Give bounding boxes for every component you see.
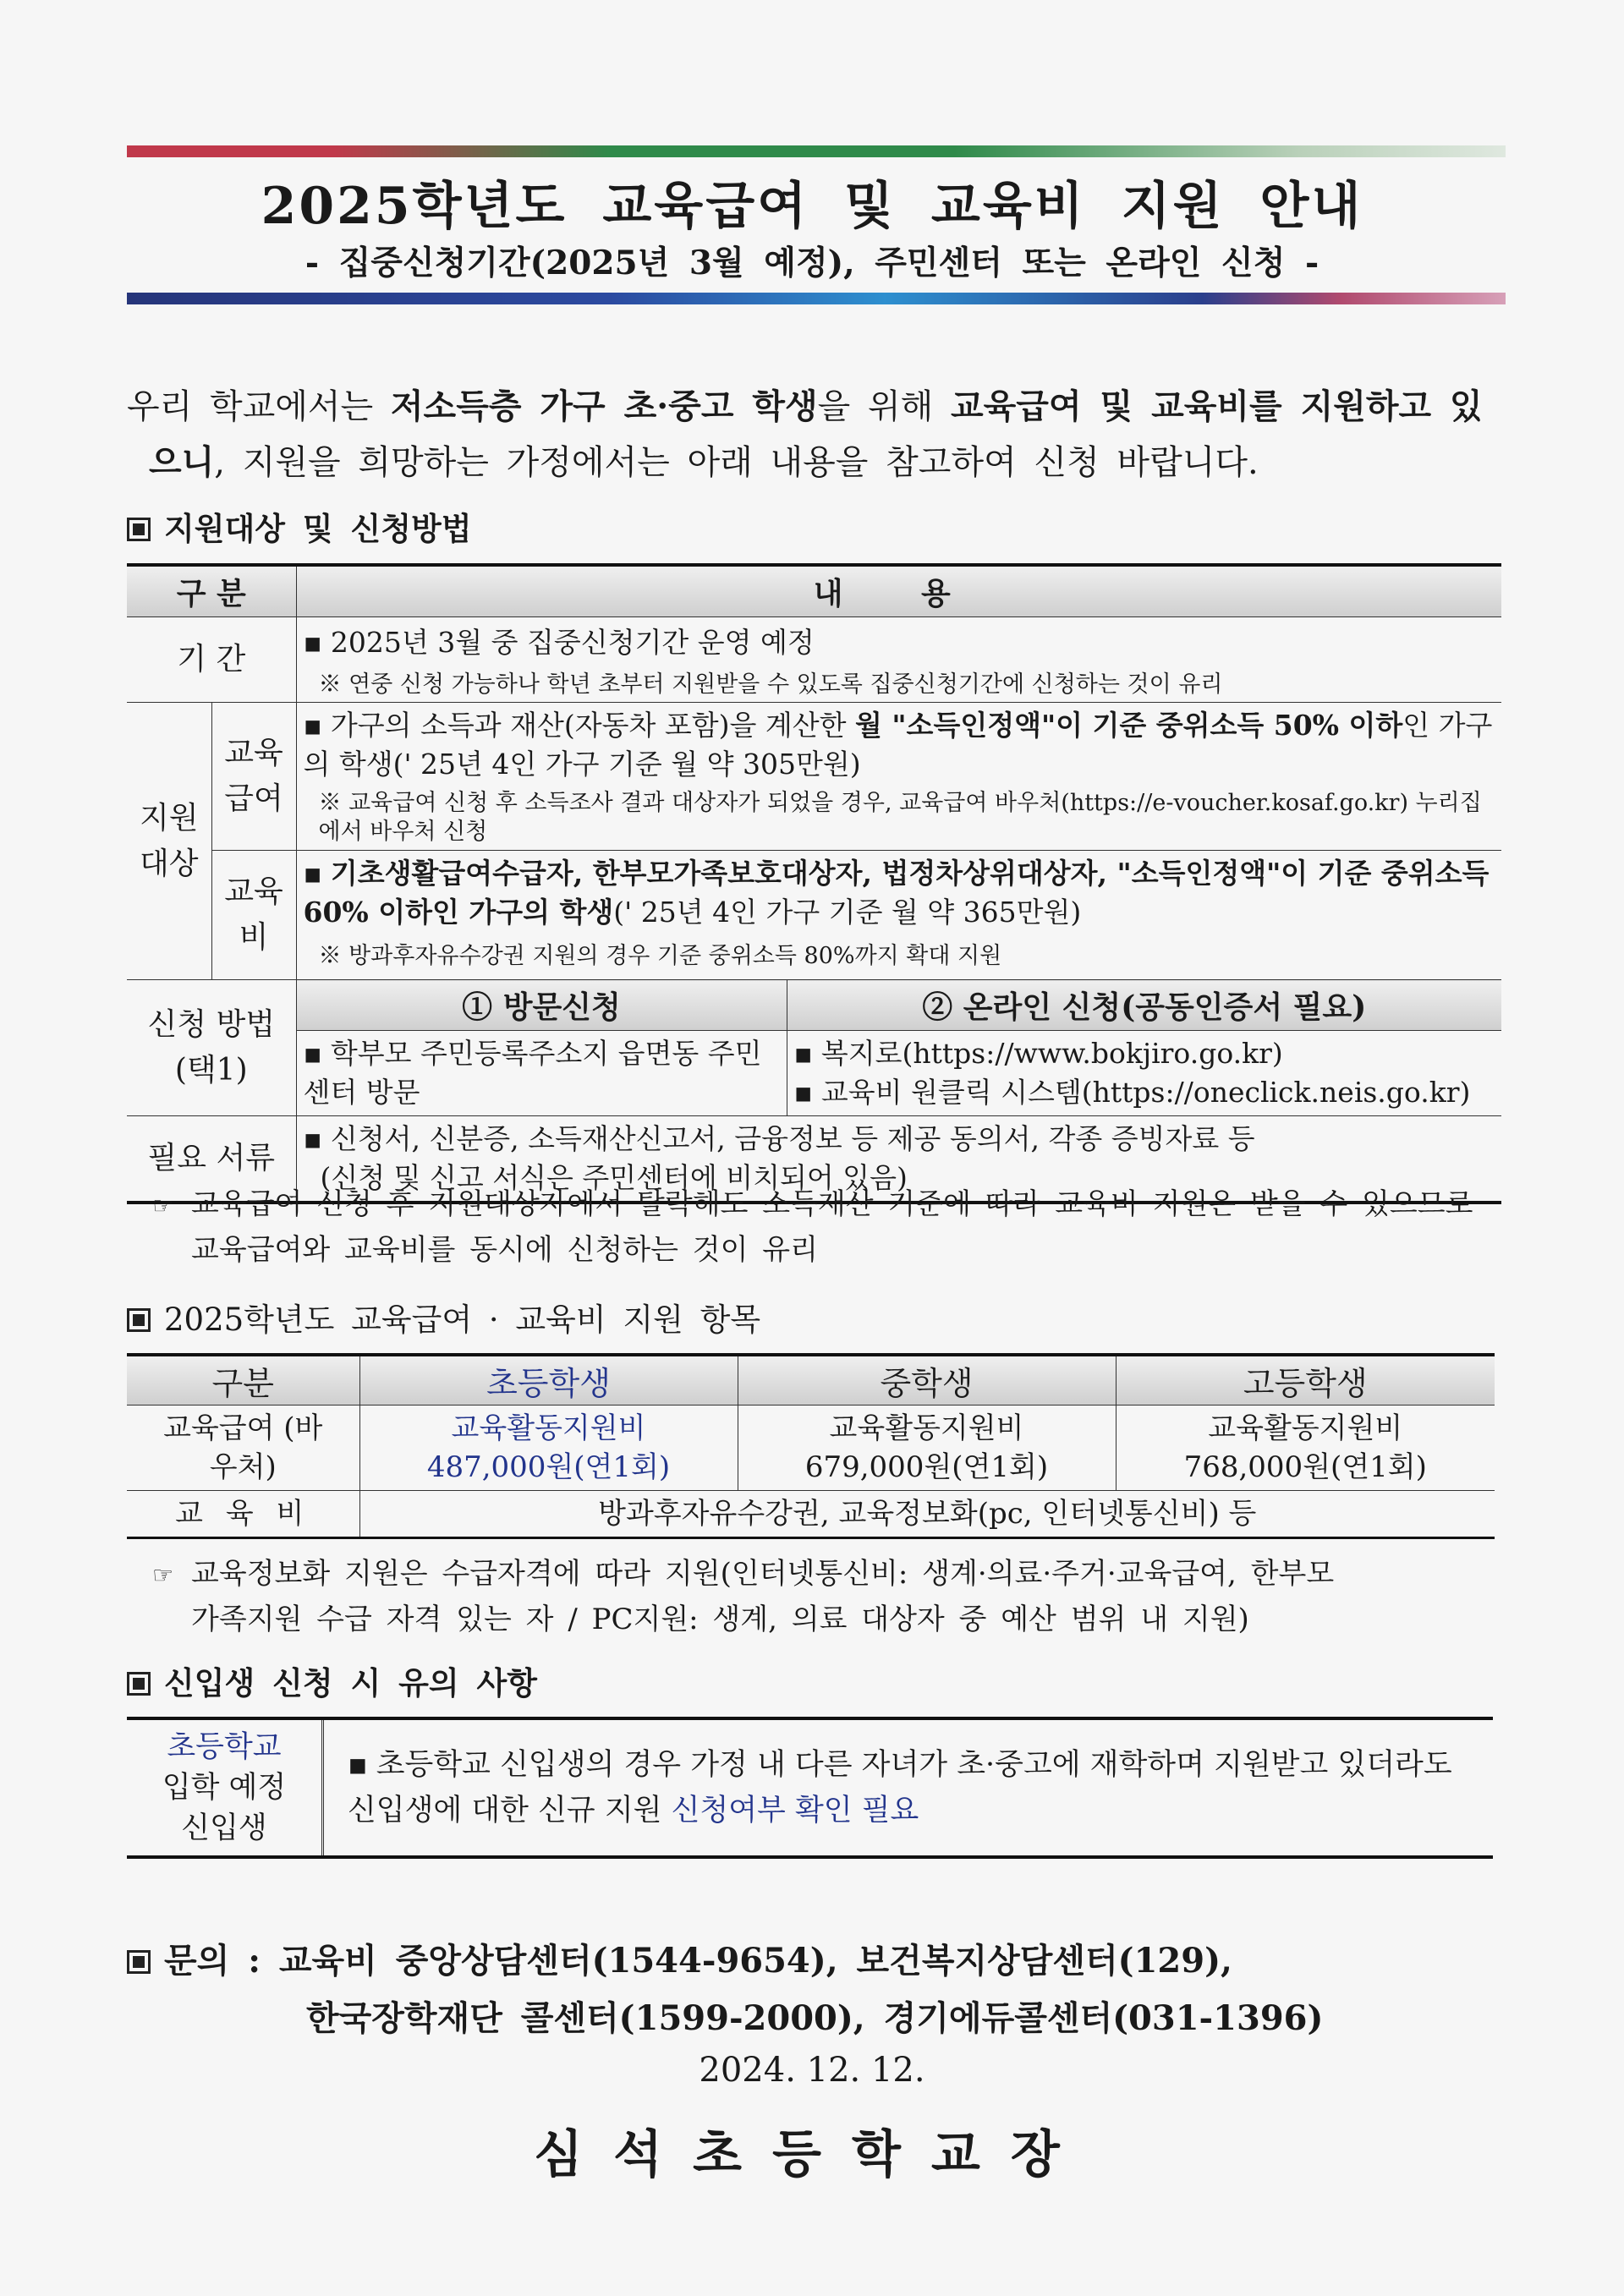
col-middle: 중학생 (738, 1355, 1116, 1406)
method2-link-bokjiro: ▪ 복지로(https://www.bokjiro.go.kr) (794, 1034, 1495, 1073)
edu-cost-note: ※ 방과후자유수강권 지원의 경우 기준 중위소득 80%까지 확대 지원 (318, 943, 1002, 969)
method1-text: ▪ 학부모 주민등록주소지 읍면동 주민센터 방문 (304, 1034, 780, 1112)
period-cell (296, 617, 1501, 703)
document-subtitle: - 집중신청기간(2025년 3월 예정), 주민센터 또는 온라인 신청 - (304, 244, 1320, 282)
edu-benefit-label: 교육 급여 (211, 703, 296, 851)
pointing-hand-icon: ☞ (152, 1561, 174, 1589)
period-note: ※ 연중 신청 가능하나 학년 초부터 지원받을 수 있도록 집중신청기간에 신청하는 것이 유리 (318, 671, 1223, 698)
docs-text: ▪ 신청서, 신분증, 소득재산신고서, 금융정보 등 제공 동의서, 각종 증빙자료 등 (304, 1120, 1495, 1159)
elementary-benefit: 교육활동지원비 487,000원(연1회) (359, 1406, 738, 1491)
middle-benefit: 교육활동지원비 679,000원(연1회) (738, 1406, 1116, 1491)
docs-label: 필요 서류 (127, 1116, 296, 1203)
row-edu-cost-label: 교 육 비 (127, 1491, 359, 1538)
row-edu-benefit-label: 교육급여 (바우처) (127, 1406, 359, 1491)
edu-benefit-note: ※ 교육급여 신청 후 소득조사 결과 대상자가 되었을 경우, 교육급여 바우처(https://e-voucher.kosaf.go.kr) 누리집에서 바우처 신청 (318, 790, 1482, 845)
freshmen-notice-text: ▪ 초등학교 신입생의 경우 가정 내 다른 자녀가 초·중고에 재학하며 지원받고 있더라도 신입생에 대한 신규 지원 신청여부 확인 필요 (323, 1718, 1494, 1857)
col-high: 고등학생 (1116, 1355, 1495, 1406)
header-category: 구 분 (127, 565, 296, 617)
square-bullet-icon (127, 1950, 151, 1974)
edu-benefit-text: ▪ 가구의 소득과 재산(자동차 포함)을 계산한 월 "소득인정액"이 기준 중위소득 50% 이하인 가구의 학생(' 25년 4인 가구 기준 월 약 305만원) (304, 706, 1495, 784)
pointing-hand-icon: ☞ (152, 1192, 174, 1219)
section2-hint: ☞ 교육정보화 지원은 수급자격에 따라 지원(인터넷통신비: 생계·의료·주거·교육급여, 한부모 가족지원 수급 자격 있는 자 / PC지원: 생계, 의료 대상자 중 예산 범위 내 지원) (152, 1552, 1334, 1641)
support-target-table (127, 563, 1501, 1204)
square-bullet-icon (127, 1308, 151, 1332)
issue-date: 2024. 12. 12. (699, 2051, 925, 2090)
intro-paragraph: 우리 학교에서는 저소득층 가구 초·중고 학생을 위해 교육급여 및 교육비를 지원하고 있 으니, 지원을 희망하는 가정에서는 아래 내용을 참고하여 신청 바랍니다. (127, 386, 1483, 482)
bottom-decorative-bar (127, 293, 1506, 304)
docs-note: (신청 및 신고 서식은 주민센터에 비치되어 있음) (320, 1161, 908, 1194)
method1-cell (296, 1031, 787, 1116)
freshmen-label: 초등학교 입학 예정 신입생 (127, 1718, 323, 1857)
method2-cell (787, 1031, 1501, 1116)
edu-cost-text: ▪ 기초생활급여수급자, 한부모가족보호대상자, 법정차상위대상자, "소득인정액"이 기준 중위소득 60% 이하인 가구의 학생(' 25년 4인 가구 기준 월 약 365만원) (304, 854, 1495, 932)
freshmen-notice-table (127, 1717, 1493, 1859)
principal-signature: 심석초등학교장 (534, 2125, 1090, 2184)
support-items-table (127, 1353, 1495, 1539)
edu-cost-cell (296, 851, 1501, 980)
top-decorative-bar (127, 145, 1506, 157)
edu-cost-items: 방과후자유수강권, 교육정보화(pc, 인터넷통신비) 등 (359, 1491, 1495, 1538)
square-bullet-icon (127, 518, 151, 541)
target-label: 지원 대상 (127, 703, 211, 980)
section-heading-freshmen: 신입생 신청 시 유의 사항 (127, 1658, 537, 1703)
method2-link-oneclick: ▪ 교육비 원클릭 시스템(https://oneclick.neis.go.kr) (794, 1073, 1495, 1112)
method2-title: ② 온라인 신청(공동인증서 필요) (787, 980, 1501, 1031)
period-text: ▪ 2025년 3월 중 집중신청기간 운영 예정 (304, 621, 1495, 660)
contact-info: 문의 : 교육비 중앙상담센터(1544-9654), 보건복지상담센터(129), 한국장학재단 콜센터(1599-2000), 경기에듀콜센터(031-1396) (127, 1932, 1323, 2047)
edu-benefit-cell (296, 703, 1501, 851)
header-content: 내 용 (296, 565, 1501, 617)
edu-cost-label: 교육 비 (211, 851, 296, 980)
period-label: 기 간 (127, 617, 296, 703)
high-benefit: 교육활동지원비 768,000원(연1회) (1116, 1406, 1495, 1491)
section1-hint: ☞ 교육급여 신청 후 지원대상자에서 탈락해도 소득재산 기준에 따라 교육비 지원은 받을 수 있으므로 교육급여와 교육비를 동시에 신청하는 것이 유리 (152, 1182, 1473, 1272)
document-title: 2025학년도 교육급여 및 교육비 지원 안내 (261, 177, 1363, 236)
col-category: 구분 (127, 1355, 359, 1406)
method-label: 신청 방법 (택1) (127, 980, 296, 1116)
col-elementary: 초등학생 (359, 1355, 738, 1406)
method1-title: ① 방문신청 (296, 980, 787, 1031)
section-heading-targets: 지원대상 및 신청방법 (127, 503, 471, 549)
square-bullet-icon (127, 1672, 151, 1696)
section-heading-items: 2025학년도 교육급여 · 교육비 지원 항목 (127, 1294, 760, 1340)
